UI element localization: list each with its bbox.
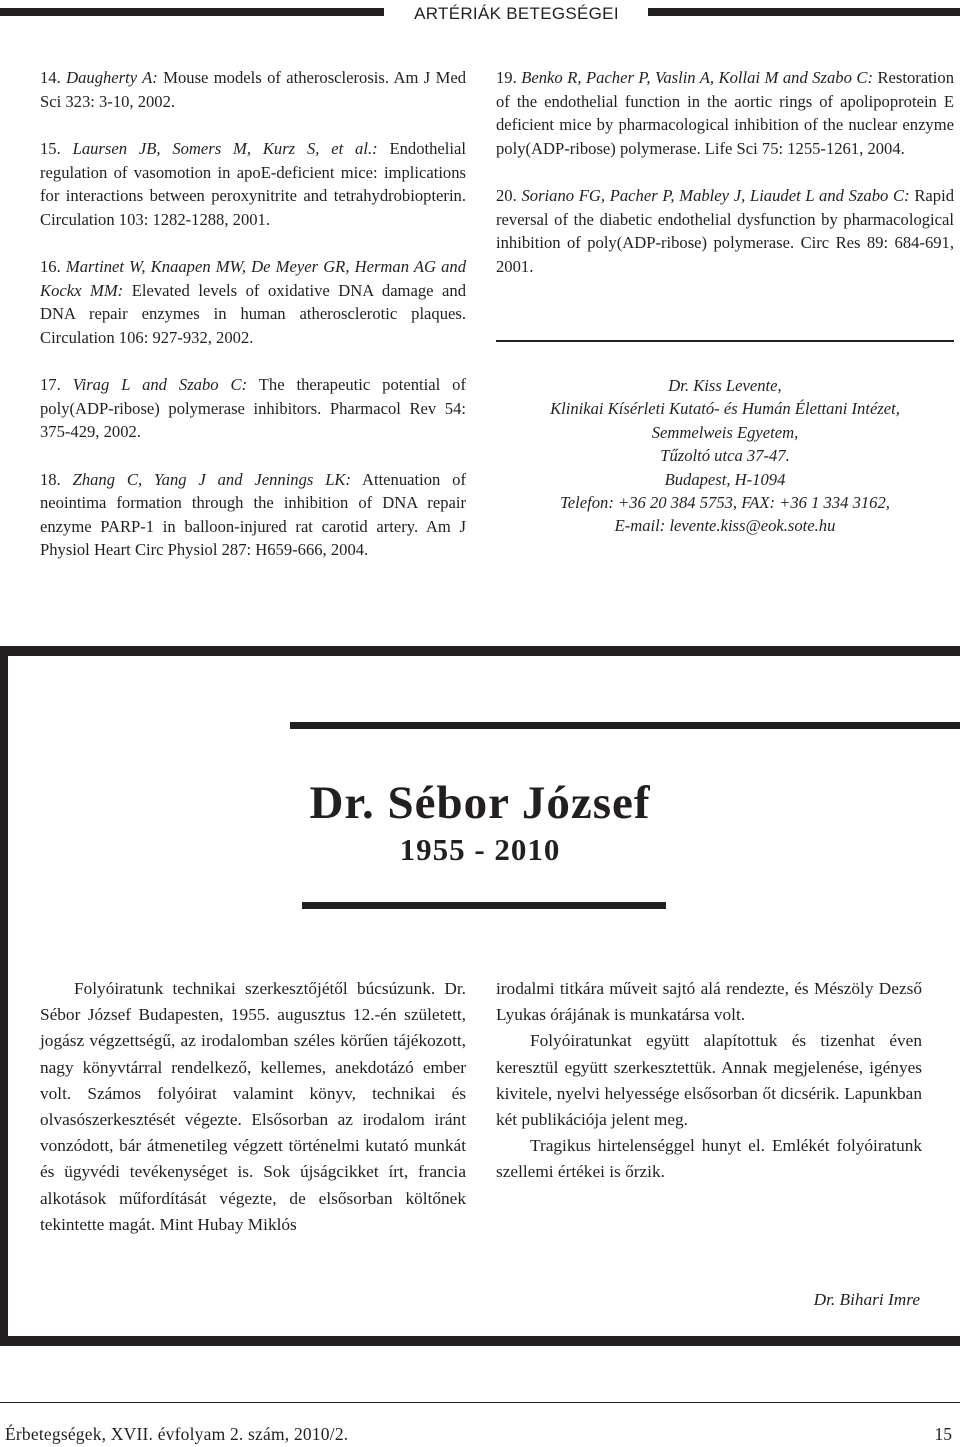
obituary-text-left <box>40 976 466 1238</box>
header-rule-left <box>0 8 384 16</box>
page-number: 15 <box>934 1424 952 1444</box>
obituary-signature: Dr. Bihari Imre <box>813 1290 920 1309</box>
references-right-column <box>496 66 954 302</box>
obituary-rule-top-bridge <box>666 722 812 729</box>
obituary-paragraph: irodalmi titkára műveit sajtó alá rendezte, és Mészöly Dezső Lyukas órájának is munkatársa volt. <box>496 979 922 1025</box>
reference-17: 17. Virag L and Szabo C: The therapeutic potential of poly(ADP-ribose) polymerase inhibitors. Pharmacol Rev 54: 375-429, 2002. <box>40 375 467 441</box>
address-city: Budapest, H-1094 <box>664 469 786 489</box>
reference-19: 19. Benko R, Pacher P, Vaslin A, Kollai M and Szabo C: Restoration of the endothelial function in the aortic rings of apolipoprotein E deficient mice by pharmacological inhibition of the nuclear enzyme poly(ADP-ribose) polymerase. Life Sci 75: 1255-1261, 2004. <box>496 68 954 158</box>
obituary-title: Dr. Sébor József <box>309 777 651 829</box>
obituary-rule-bottom <box>302 902 666 909</box>
obituary-rule-top <box>290 722 666 729</box>
correspondence-address <box>496 374 954 538</box>
obituary-text-right <box>496 976 922 1186</box>
reference-15: 15. Laursen JB, Somers M, Kurz S, et al.: Endothelial regulation of vasomotion in apoE-deficient mice: implications for interactions between peroxynitrite and tetrahydrobiopterin. Circulation 103: 1282-1288, 2001. <box>40 139 466 229</box>
footer-rule <box>0 1402 960 1403</box>
address-phone: Telefon: +36 20 384 5753, FAX: +36 1 334 3162, <box>560 493 890 513</box>
address-email: E-mail: levente.kiss@eok.sote.hu <box>614 516 836 536</box>
obituary-years: 1955 - 2010 <box>399 832 561 867</box>
obituary-paragraph: Folyóiratunk technikai szerkesztőjétől búcsúzunk. Dr. Sébor József Budapesten, 1955. augusztus 12.-én született, jogász végzettségű, az irodalomban széles körűen tájékozott, nagy könyvtárral rendelkező, kellemes, anekdotázó ember volt. Számos folyóirat valamint könyv, technikai és olvasószerkesztését végezte. Elsősorban az irodalom iránt vonzódott, bár átmenetileg végzett történelmi kutató munkát és ügyvédi tevékenységet is. Sok újságcikket írt, francia alkotások műfordítását végezte, de elsősorban költőnek tekintette magát. Mint Hubay Miklós <box>40 979 466 1234</box>
obituary-paragraph: Tragikus hirtelenséggel hunyt el. Emlékét folyóiratunk szellemi értékei is őrzik. <box>496 1136 922 1182</box>
journal-footer: Érbetegségek, XVII. évfolyam 2. szám, 2010/2. <box>5 1424 349 1444</box>
reference-20: 20. Soriano FG, Pacher P, Mabley J, Liaudet L and Szabo C: Rapid reversal of the diabetic endothelial dysfunction by pharmacological inhibition of poly(ADP-ribose) polymerase. Circ Res 89: 684-691, 2001. <box>496 186 955 276</box>
references-left-column <box>40 66 466 586</box>
obituary-paragraph: Folyóiratunkat együtt alapítottuk és tizenhat éven keresztül együtt szerkesztettük. Annak megjelenése, igényes kivitele, nyelvi helyessége elsősorban őt dicsérik. Lapunkban két publikációja jelent meg. <box>496 1031 922 1130</box>
address-university: Semmelweis Egyetem, <box>651 422 799 442</box>
reference-16: 16. Martinet W, Knaapen MW, De Meyer GR, Herman AG and Kockx MM: Elevated levels of oxidative DNA damage and DNA repair enzymes in human atherosclerotic plaques. Circulation 106: 927-932, 2002. <box>40 257 467 347</box>
header-rule-right <box>648 8 960 16</box>
address-name: Dr. Kiss Levente, <box>668 376 782 395</box>
obituary-rule-top-extension <box>812 722 960 729</box>
references-end-rule <box>496 340 954 342</box>
reference-18: 18. Zhang C, Yang J and Jennings LK: Attenuation of neointima formation through the inhibition of DNA repair enzyme PARP-1 in balloon-injured rat carotid artery. Am J Physiol Heart Circ Physiol 287: H659-666, 2004. <box>40 469 466 559</box>
running-header: ARTÉRIÁK BETEGSÉGEI <box>414 4 619 23</box>
address-institute: Klinikai Kísérleti Kutató- és Humán Élettani Intézet, <box>550 399 900 419</box>
address-street: Tűzoltó utca 37-47. <box>660 446 790 466</box>
reference-14: 14. Daugherty A: Mouse models of atherosclerosis. Am J Med Sci 323: 3-10, 2002. <box>40 68 466 111</box>
